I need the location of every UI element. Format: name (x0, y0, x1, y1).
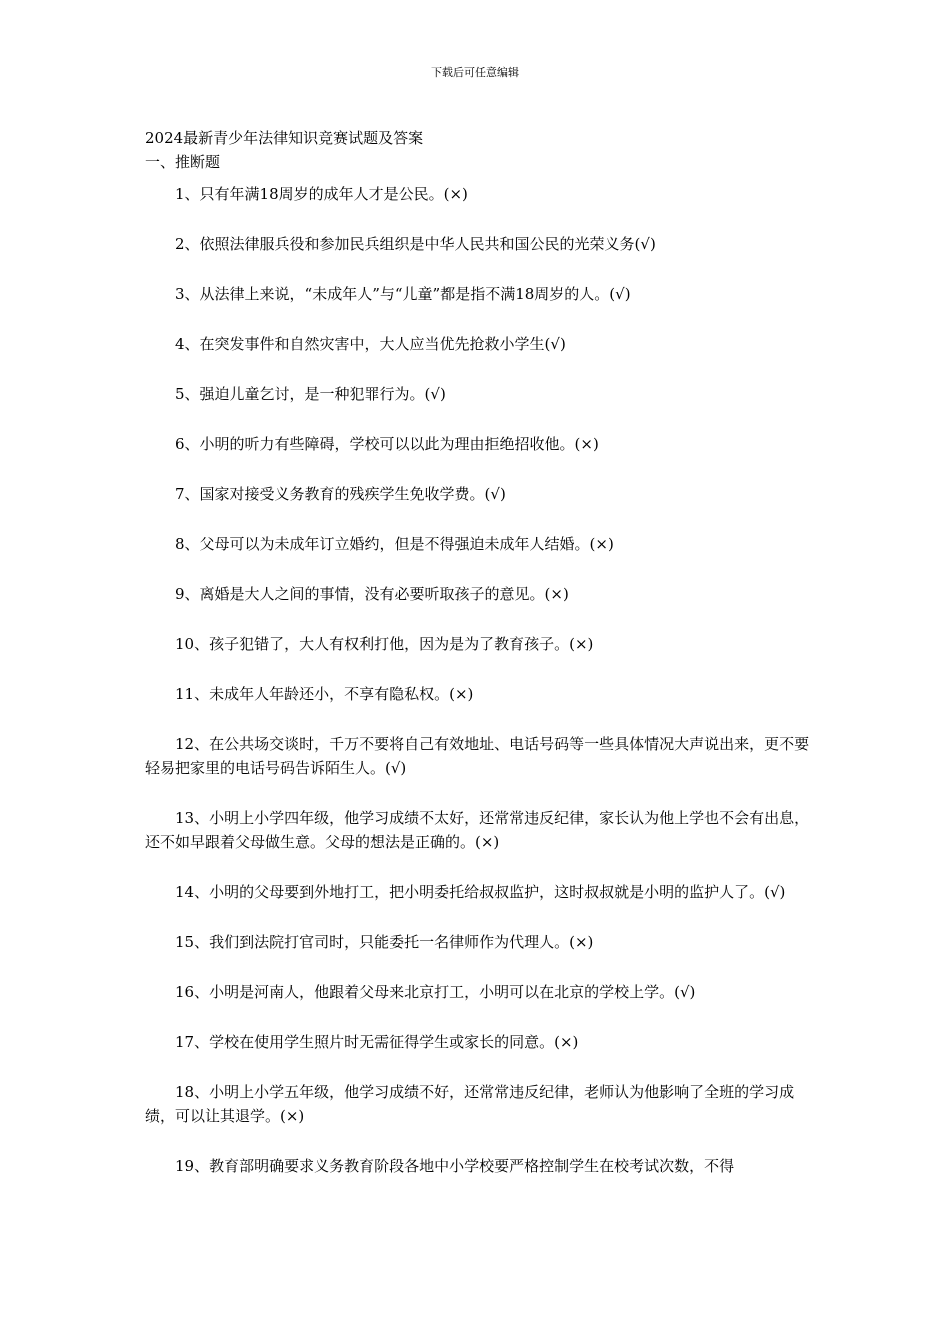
question-item: 2、依照法律服兵役和参加民兵组织是中华人民共和国公民的光荣义务(√) (175, 235, 656, 253)
section-heading: 一、推断题 (145, 153, 221, 171)
question-item: 16、小明是河南人，他跟着父母来北京打工，小明可以在北京的学校上学。(√) (175, 983, 696, 1001)
document-title: 2024最新青少年法律知识竞赛试题及答案 (145, 129, 424, 147)
question-item: 6、小明的听力有些障碍，学校可以以此为理由拒绝招收他。(×) (175, 435, 599, 453)
question-item: 14、小明的父母要到外地打工，把小明委托给叔叔监护，这时叔叔就是小明的监护人了。(√) (175, 883, 786, 901)
question-item: 10、孩子犯错了，大人有权利打他，因为是为了教育孩子。(×) (175, 635, 594, 653)
question-item: 4、在突发事件和自然灾害中，大人应当优先抢救小学生(√) (175, 335, 566, 353)
question-item: 8、父母可以为未成年订立婚约，但是不得强迫未成年人结婚。(×) (175, 535, 614, 553)
question-item: 1、只有年满18周岁的成年人才是公民。(×) (175, 185, 468, 203)
question-item: 19、教育部明确要求义务教育阶段各地中小学校要严格控制学生在校考试次数，不得 (175, 1157, 735, 1175)
question-item: 17、学校在使用学生照片时无需征得学生或家长的同意。(×) (175, 1033, 579, 1051)
page-header: 下载后可任意编辑 (431, 66, 519, 79)
question-item: 15、我们到法院打官司时，只能委托一名律师作为代理人。(×) (175, 933, 594, 951)
question-item: 13、小明上小学四年级，他学习成绩不太好，还常常违反纪律，家长认为他上学也不会有出息，还不如早跟着父母做生意。父母的想法是正确的。(×) (145, 809, 810, 851)
question-item: 7、国家对接受义务教育的残疾学生免收学费。(√) (175, 485, 506, 503)
question-item: 18、小明上小学五年级，他学习成绩不好，还常常违反纪律，老师认为他影响了全班的学习成绩，可以让其退学。(×) (145, 1083, 795, 1125)
question-item: 12、在公共场交谈时，千万不要将自己有效地址、电话号码等一些具体情况大声说出来，更不要轻易把家里的电话号码告诉陌生人。(√) (145, 735, 810, 777)
question-item: 11、未成年人年龄还小，不享有隐私权。(×) (175, 685, 474, 703)
document-body (145, 126, 810, 1204)
question-item: 9、离婚是大人之间的事情，没有必要听取孩子的意见。(×) (175, 585, 569, 603)
question-item: 3、从法律上来说，“未成年人”与“儿童”都是指不满18周岁的人。(√) (175, 285, 631, 303)
question-item: 5、强迫儿童乞讨，是一种犯罪行为。(√) (175, 385, 446, 403)
question-list (145, 182, 810, 1178)
